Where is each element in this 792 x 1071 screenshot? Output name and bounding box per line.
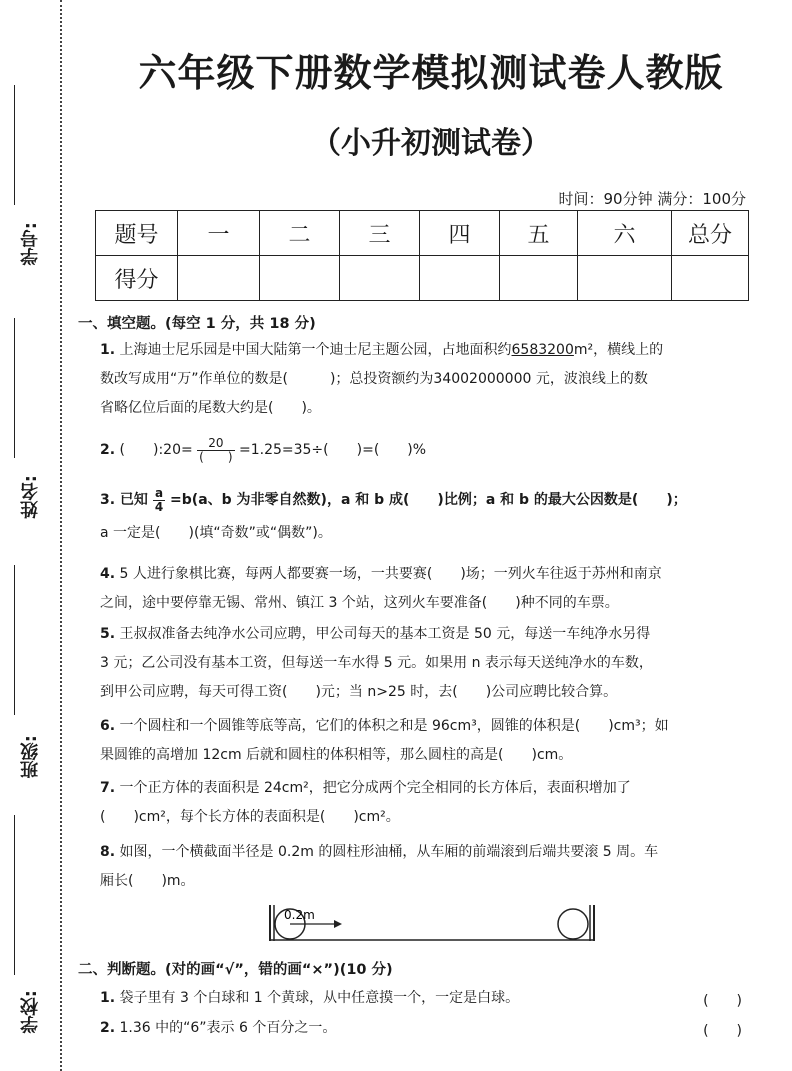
question-number: 7. [100, 780, 116, 796]
judge-q1-text: 袋子里有 3 个白球和 1 个黄球，从中任意摸一个，一定是白球。 [119, 990, 520, 1006]
judge-question-2 [100, 1014, 750, 1043]
score-cell[interactable] [500, 256, 578, 301]
radius-arrow-head [334, 920, 342, 928]
question-8 [100, 838, 750, 896]
question-number: 3. [100, 492, 116, 508]
school-blank[interactable] [14, 815, 15, 975]
barrel-carriage-figure [268, 903, 598, 943]
q1-line2: 数改写成用“万”作单位的数是( )；总投资额约为34002000000 元，波浪线上的数 [100, 371, 648, 387]
question-7 [100, 774, 750, 832]
student-id-label: 学号: [20, 222, 41, 266]
question-number: 1. [100, 990, 116, 1006]
score-header-cell: 总分 [672, 211, 749, 256]
q3-text-a: 已知 [119, 492, 148, 508]
q7-line2: ( )cm²，每个长方体的表面积是( )cm²。 [100, 809, 400, 825]
question-number: 2. [100, 442, 116, 458]
score-header-cell: 二 [260, 211, 340, 256]
score-cell[interactable] [672, 256, 749, 301]
section2-heading: 二、判断题。(对的画“√”，错的画“×”)(10 分) [78, 962, 393, 978]
page-title: 六年级下册数学模拟测试卷人教版 [138, 51, 724, 95]
question-number: 1. [100, 342, 116, 358]
q7-line1: 一个正方体的表面积是 24cm²，把它分成两个完全相同的长方体后，表面积增加了 [119, 780, 631, 796]
score-row-label: 得分 [96, 256, 178, 301]
q2-text-a: ( ):20= [119, 442, 193, 458]
name-label: 姓名: [20, 475, 41, 519]
score-table-header-row [96, 211, 749, 256]
score-cell[interactable] [178, 256, 260, 301]
score-table-score-row [96, 256, 749, 301]
score-cell[interactable] [578, 256, 672, 301]
q8-line2: 厢长( )m。 [100, 873, 195, 889]
binding-margin [0, 0, 70, 1071]
score-header-cell: 三 [340, 211, 420, 256]
score-header-cell: 一 [178, 211, 260, 256]
q3-text-b: =b(a、b 为非零自然数)，a 和 b 成( )比例；a 和 b 的最大公因数是( )； [170, 492, 687, 508]
q5-line3: 到甲公司应聘，每天可得工资( )元；当 n>25 时，去( )公司应聘比较合算。 [100, 684, 618, 700]
class-label: 班级: [20, 735, 41, 779]
score-cell[interactable] [260, 256, 340, 301]
barrel-end-circle [558, 909, 588, 939]
judge-q1-answer-box[interactable]: ( ) [703, 993, 742, 1009]
q3-fraction-numerator: a [153, 487, 165, 501]
q2-fraction-denominator: ( ) [199, 449, 233, 464]
judge-q2-text: 1.36 中的“6”表示 6 个百分之一。 [119, 1020, 337, 1036]
q1-text-a: 上海迪士尼乐园是中国大陆第一个迪士尼主题公园，占地面积约 [119, 342, 512, 358]
q1-line3: 省略亿位后面的尾数大约是( )。 [100, 400, 321, 416]
question-5 [100, 620, 750, 707]
school-label: 学校: [20, 990, 41, 1034]
q2-text-b: =1.25=35÷( )=( )% [238, 442, 427, 458]
q2-fraction [197, 437, 234, 464]
class-blank[interactable] [14, 565, 15, 715]
question-4 [100, 560, 750, 618]
page-subtitle: （小升初测试卷） [311, 126, 551, 161]
question-3 [100, 486, 750, 548]
q6-line2: 果圆锥的高增加 12cm 后就和圆柱的体积相等，那么圆柱的高是( )cm。 [100, 747, 573, 763]
question-6 [100, 712, 750, 770]
score-header-cell: 题号 [96, 211, 178, 256]
score-cell[interactable] [420, 256, 500, 301]
q1-underlined-area: 6583200 [511, 342, 574, 358]
section1-heading: 一、填空题。(每空 1 分，共 18 分) [78, 316, 316, 332]
exam-meta: 时间：90分钟 满分：100分 [558, 190, 746, 208]
judge-q2-answer-box[interactable]: ( ) [703, 1023, 742, 1039]
question-1 [100, 336, 750, 423]
q5-line1: 王叔叔准备去纯净水公司应聘，甲公司每天的基本工资是 50 元，每送一车纯净水另得 [119, 626, 651, 642]
q3-fraction [153, 487, 165, 514]
question-2 [100, 436, 750, 465]
q4-line2: 之间，途中要停靠无锡、常州、镇江 3 个站，这列火车要准备( )种不同的车票。 [100, 595, 619, 611]
score-header-cell: 五 [500, 211, 578, 256]
q3-line2: a 一定是( )(填“奇数”或“偶数”)。 [100, 525, 332, 541]
name-blank[interactable] [14, 318, 15, 458]
question-number: 8. [100, 844, 116, 860]
question-number: 5. [100, 626, 116, 642]
question-number: 2. [100, 1020, 116, 1036]
q8-line1: 如图，一个横截面半径是 0.2m 的圆柱形油桶，从车厢的前端滚到后端共要滚 5 周。车 [119, 844, 659, 860]
radius-label: 0.2m [284, 908, 315, 922]
score-header-cell: 六 [578, 211, 672, 256]
q1-text-b: m²，横线上的 [573, 342, 664, 358]
question-number: 4. [100, 566, 116, 582]
q6-line1: 一个圆柱和一个圆锥等底等高，它们的体积之和是 96cm³，圆锥的体积是( )cm³；如 [119, 718, 669, 734]
binding-dotted-line [60, 0, 62, 1071]
q5-line2: 3 元；乙公司没有基本工资，但每送一车水得 5 元。如果用 n 表示每天送纯净水的车数， [100, 655, 653, 671]
student-id-blank[interactable] [14, 85, 15, 205]
judge-question-1 [100, 984, 750, 1013]
score-cell[interactable] [340, 256, 420, 301]
q2-fraction-numerator: 20 [197, 437, 234, 451]
question-number: 6. [100, 718, 116, 734]
score-header-cell: 四 [420, 211, 500, 256]
q4-line1: 5 人进行象棋比赛，每两人都要赛一场，一共要赛( )场；一列火车往返于苏州和南京 [119, 566, 662, 582]
score-table [95, 210, 749, 301]
q3-fraction-denominator: 4 [154, 499, 164, 514]
